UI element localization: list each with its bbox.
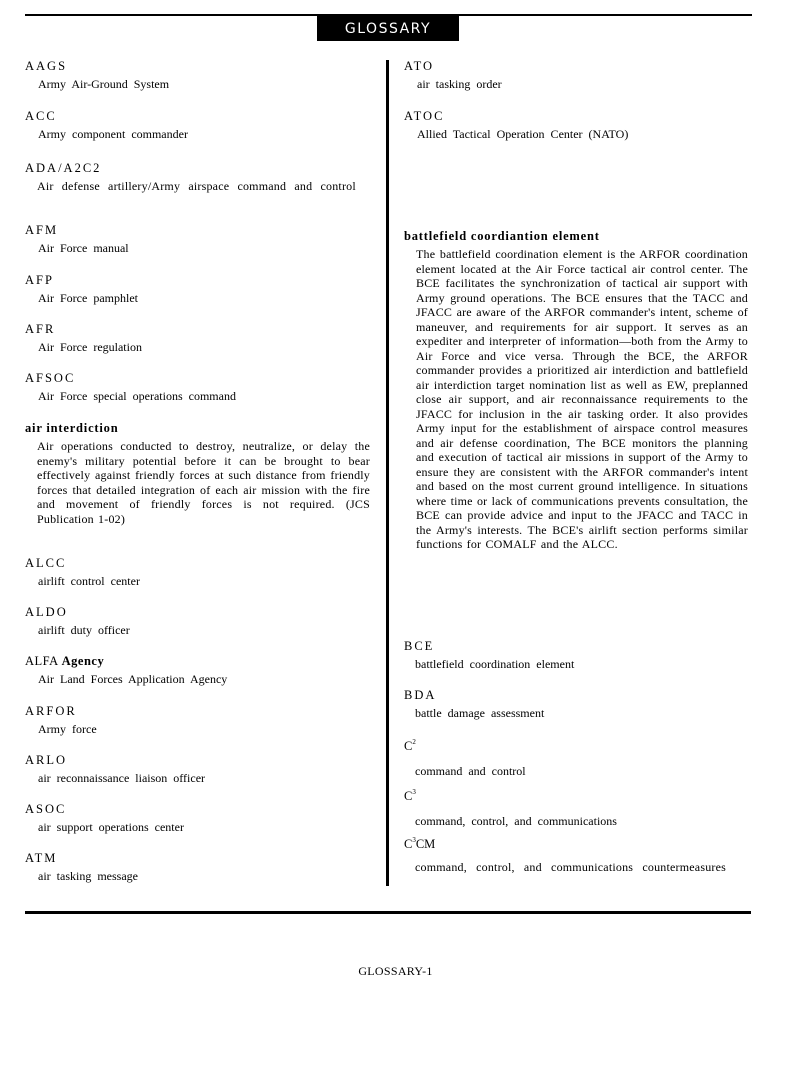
glossary-entry bbox=[25, 108, 370, 142]
entry-term: air interdiction bbox=[25, 421, 119, 435]
entry-term-main: C bbox=[404, 739, 413, 753]
entry-definition: Air operations conducted to destroy, neutralize, or delay the enemy's military potential before it can be brought to bear effectively against friendly forces at such distance from friendly forces that detailed integration of each air mission with the fire and movement of friendly forces is not required. (JCS Publication 1-02) bbox=[37, 439, 370, 526]
entry-definition: battlefield coordination element bbox=[415, 657, 575, 671]
glossary-entry bbox=[25, 703, 370, 737]
glossary-entry bbox=[25, 58, 370, 92]
entry-definition: command, control, and communications countermeasures bbox=[415, 860, 726, 874]
entry-term: ALCC bbox=[25, 556, 67, 570]
entry-term: AFSOC bbox=[25, 371, 76, 385]
glossary-entry bbox=[25, 222, 370, 256]
column-divider bbox=[386, 60, 389, 886]
entry-definition: Air Force special operations command bbox=[38, 389, 236, 403]
glossary-entry bbox=[404, 832, 748, 875]
entry-term: battlefield coordiantion element bbox=[404, 229, 600, 243]
glossary-entry bbox=[25, 555, 370, 589]
entry-definition: air tasking message bbox=[38, 869, 138, 883]
entry-term-bold: Agency bbox=[61, 654, 105, 668]
entry-term: BCE bbox=[404, 639, 435, 653]
entry-term: BDA bbox=[404, 688, 437, 702]
entry-term-superscript: 2 bbox=[412, 738, 416, 746]
glossary-entry bbox=[25, 160, 370, 194]
bottom-rule bbox=[25, 911, 751, 914]
entry-term: AFP bbox=[25, 273, 54, 287]
entry-term-main: C bbox=[404, 837, 413, 851]
entry-definition: command and control bbox=[415, 764, 526, 778]
entry-definition: Air Force regulation bbox=[38, 340, 142, 354]
glossary-entry bbox=[25, 850, 370, 884]
entry-definition: airlift control center bbox=[38, 574, 140, 588]
glossary-entry bbox=[25, 272, 370, 306]
entry-term: ATM bbox=[25, 851, 58, 865]
glossary-entry bbox=[25, 321, 370, 355]
glossary-entry bbox=[404, 108, 748, 142]
glossary-entry bbox=[25, 752, 370, 786]
glossary-entry bbox=[404, 228, 748, 552]
entry-term: ATO bbox=[404, 59, 435, 73]
entry-definition: air support operations center bbox=[38, 820, 184, 834]
entry-term: ADA/A2C2 bbox=[25, 161, 102, 175]
entry-definition: battle damage assessment bbox=[415, 706, 545, 720]
entry-term bbox=[404, 784, 748, 804]
entry-definition: The battlefield coordination element is the ARFOR coordination element located at the Air Force tactical air control center. The BCE facilitates the synchronization of tactical air support with Army ground operations. The BCE ensures that the TACC and JFACC are aware of the ARFOR commander's intent, scheme of maneuver, and requirements for air support. It serves as an expediter and interpreter of information—both from the Army to Air Force and vice versa. Through the BCE, the ARFOR commander provides a prioritized air interdiction and battlefield air interdiction target nomination list as well as EW, preplanned close air support, and air reconnaissance requirements to the JFACC for inclusion in the air tasking order. It also provides Army input for the establishment of airspace control measures and air defense coordination, The BCE monitors the planning and execution of tactical air missions in support of the Army to ensure they are consistent with the ARFOR commander's intent and based on the most current ground intelligence. In situations where time or lack of communications prevents consultation, the BCE can provide advice and input to the JFACC and TACC in the Army's interests. The BCE's airlift section performs similar functions for COMALF and the ALCC. bbox=[416, 247, 748, 551]
entry-term-main: C bbox=[404, 789, 413, 803]
entry-term-suffix: CM bbox=[415, 837, 436, 851]
entry-term: ATOC bbox=[404, 109, 445, 123]
entry-term bbox=[25, 653, 370, 669]
entry-term: AFR bbox=[25, 322, 56, 336]
entry-definition: Air defense artillery/Army airspace command and control bbox=[37, 179, 356, 193]
entry-definition: Army Air-Ground System bbox=[38, 77, 170, 91]
entry-term-superscript: 3 bbox=[412, 788, 416, 796]
entry-term: AFM bbox=[25, 223, 59, 237]
glossary-entry bbox=[404, 638, 748, 672]
page-header-title: GLOSSARY bbox=[317, 16, 459, 41]
entry-definition: command, control, and communications bbox=[415, 814, 617, 828]
entry-term bbox=[404, 734, 748, 754]
glossary-entry bbox=[25, 653, 370, 687]
glossary-entry bbox=[25, 604, 370, 638]
entry-term: ARFOR bbox=[25, 704, 77, 718]
entry-term: ACC bbox=[25, 109, 57, 123]
entry-definition: Air Force manual bbox=[38, 241, 129, 255]
entry-term: ASOC bbox=[25, 802, 67, 816]
entry-definition: airlift duty officer bbox=[38, 623, 130, 637]
entry-term: ARLO bbox=[25, 753, 68, 767]
left-column bbox=[25, 58, 370, 883]
glossary-entry bbox=[404, 58, 748, 92]
glossary-entry bbox=[25, 801, 370, 835]
entry-definition: Air Force pamphlet bbox=[38, 291, 138, 305]
entry-definition: Air Land Forces Application Agency bbox=[38, 672, 228, 686]
glossary-entry bbox=[404, 734, 748, 779]
entry-term: ALDO bbox=[25, 605, 68, 619]
glossary-entry bbox=[404, 784, 748, 829]
entry-definition: Army component commander bbox=[38, 127, 188, 141]
entry-definition: Army force bbox=[38, 722, 97, 736]
entry-term-main: ALFA bbox=[25, 654, 59, 668]
entry-term-superscript: 3 bbox=[412, 836, 416, 844]
entry-term: AAGS bbox=[25, 59, 68, 73]
entry-definition: Allied Tactical Operation Center (NATO) bbox=[417, 127, 629, 141]
entry-definition: air reconnaissance liaison officer bbox=[38, 771, 206, 785]
glossary-entry bbox=[25, 420, 370, 526]
entry-definition: air tasking order bbox=[417, 77, 502, 91]
page-number-footer: GLOSSARY-1 bbox=[358, 964, 433, 978]
glossary-entry bbox=[404, 687, 748, 721]
entry-term bbox=[404, 832, 748, 852]
glossary-entry bbox=[25, 370, 370, 404]
